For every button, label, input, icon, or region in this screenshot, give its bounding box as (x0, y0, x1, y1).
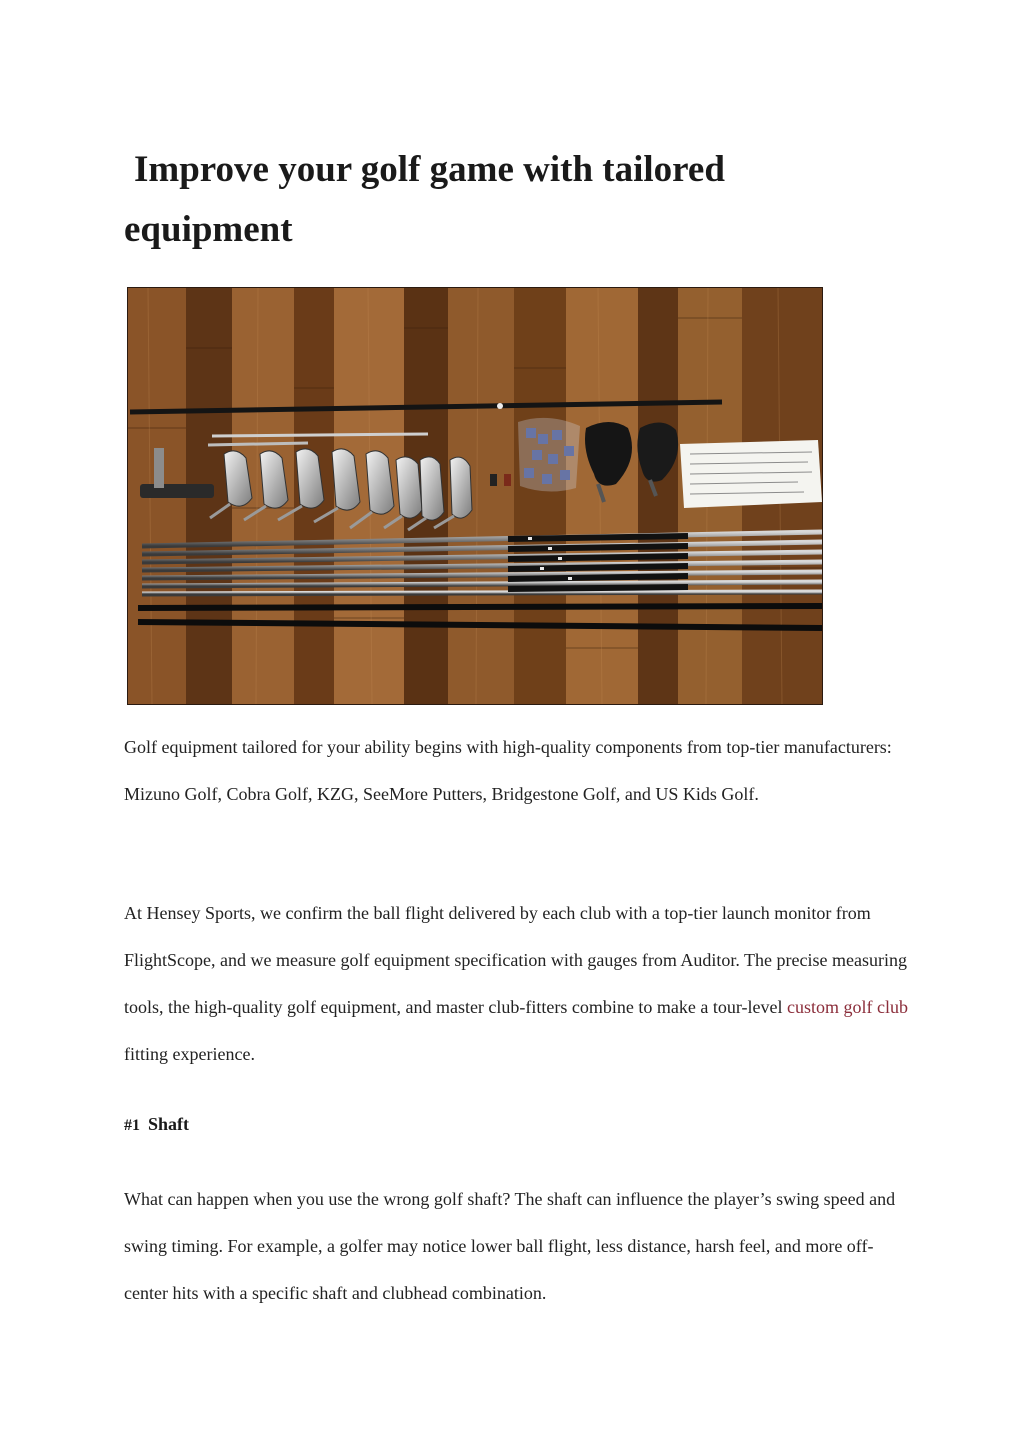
intro-paragraph: Golf equipment tailored for your ability begins with high-quality components from top-tier manufacturers: Mizuno Golf, Cobra Golf, KZG, SeeMore Putters, Bridgestone Golf, and US Kids Golf. (124, 737, 892, 804)
title-line-1: Improve your golf game with tailored (134, 149, 725, 190)
custom-golf-club-link[interactable]: custom golf club (786, 997, 908, 1017)
spec-sheet (680, 440, 822, 508)
shaft-paragraph: What can happen when you use the wrong golf shaft? The shaft can influence the player’s swing speed and swing timing. For example, a golfer may notice lower ball flight, less distance, harsh feel, and more off-center hits with a specific shaft and clubhead combination. (124, 1189, 896, 1303)
section-number: #1 (124, 1117, 140, 1134)
section-heading-shaft (124, 1114, 189, 1135)
fitting-paragraph (124, 890, 914, 1078)
section-title: Shaft (148, 1114, 190, 1134)
golf-equipment-photo (127, 287, 823, 705)
page-title (124, 140, 844, 260)
fitting-paragraph-end: fitting experience. (124, 1044, 255, 1064)
title-line-2: equipment (124, 209, 293, 250)
fitting-paragraph-text: At Hensey Sports, we confirm the ball flight delivered by each club with a top-tier launch monitor from FlightScope, and we measure golf equipment specification with gauges from Auditor. The precise measuring tools, the high-quality golf equipment, and master club-fitters combine to make a tour-level (124, 903, 907, 1017)
